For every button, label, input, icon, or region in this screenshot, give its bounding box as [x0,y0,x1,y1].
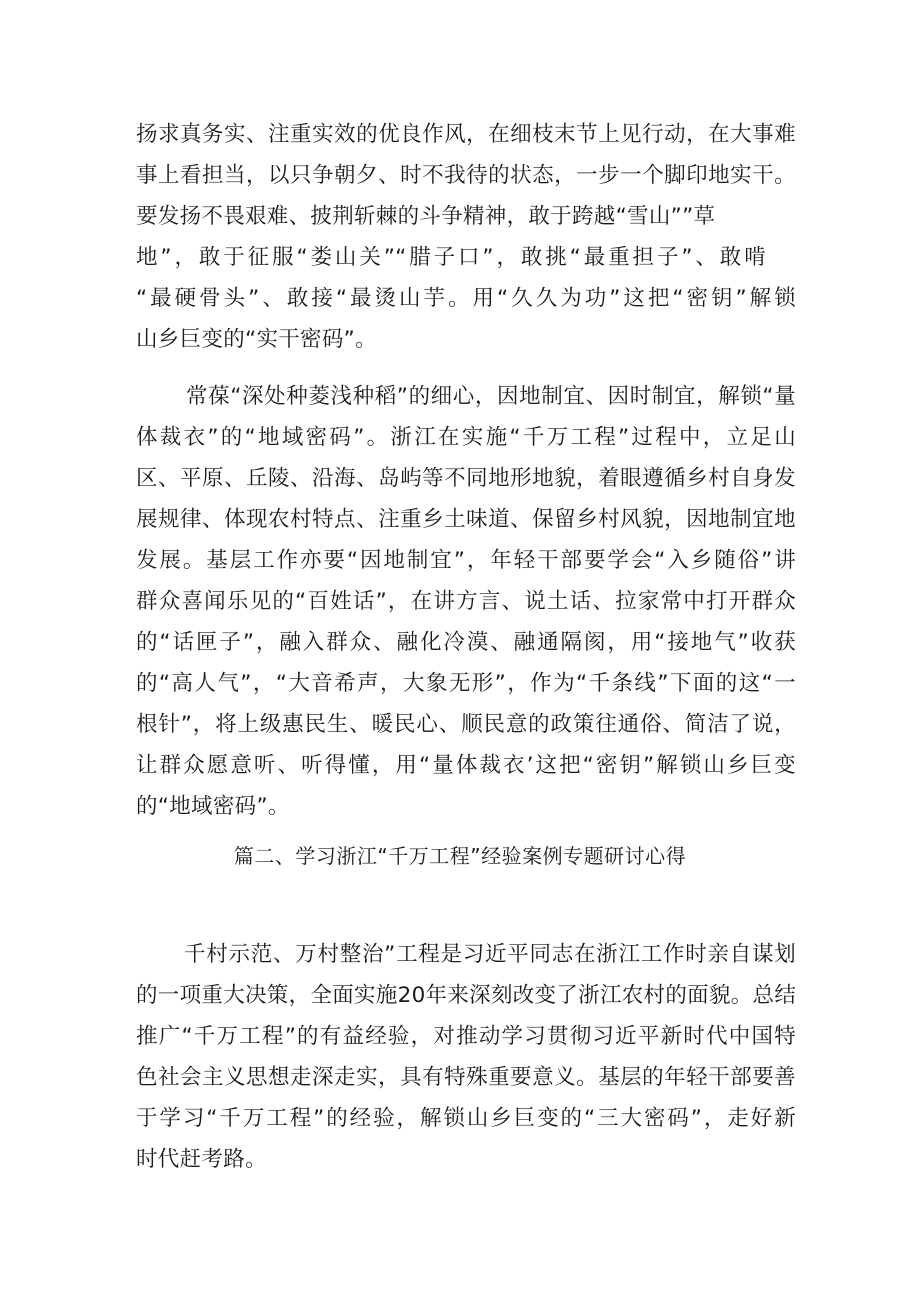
text-line: 发展。基层工作亦要“因地制宜”，年轻干部要学会“入乡随俗”讲 [136,548,796,573]
text-line: 事上看担当，以只争朝夕、时不我待的状态，一步一个脚印地实干。 [136,163,796,188]
text-line: 时代赶考路。 [136,1147,267,1172]
text-line: 色社会主义思想走深走实，具有特殊重要意义。基层的年轻干部要善 [136,1065,796,1090]
text-line: 的“高人气”，“大音希声，大象无形”，作为“千条线”下面的这“一 [136,671,796,696]
text-line: 要发扬不畏艰难、披荆斩棘的斗争精神，敢于跨越“雪山””草 [136,204,716,229]
section-heading: 篇二、学习浙江“千万工程”经验案例专题研讨心得 [233,844,687,868]
text-line: 展规律、体现农村特点、注重乡土味道、保留乡村风貌，因地制宜地 [136,507,796,532]
text-line: 推广“千万工程”的有益经验，对推动学习贯彻习近平新时代中国特 [136,1024,796,1049]
text-line: 群众喜闻乐见的“百姓话”，在讲方言、说土话、拉家常中打开群众 [136,589,796,614]
text-line: 扬求真务实、注重实效的优良作风，在细枝末节上见行动，在大事难 [136,122,796,147]
text-line: 山乡巨变的“实干密码”。 [136,327,377,352]
text-line: 根针”，将上级惠民生、暖民心、顺民意的政策往通俗、简洁了说， [136,712,796,737]
text-line: 的“话匣子”，融入群众、融化冷漠、融通隔阂，用“接地气”收获 [136,630,796,655]
text-line: 体裁衣”的“地域密码”。浙江在实施“千万工程”过程中，立足山 [136,425,796,450]
text-line: 区、平原、丘陵、沿海、岛屿等不同地形地貌，着眼遵循乡村自身发 [136,466,796,491]
paragraph-shigan-code [136,114,796,360]
text-line: 的一项重大决策，全面实施20年来深刻改变了浙江农村的面貌。总结 [136,983,797,1008]
paragraph-intro-qianwan [136,934,796,1180]
text-line: 地”，敢于征服“娄山关”“腊子口”，敢挑“最重担子”、敢啃 [136,245,766,270]
text-line: “最硬骨头”、敢接“最烫山芋。用“久久为功”这把“密钥”解锁 [136,286,796,311]
text-line: 常葆“深处种菱浅种稻”的细心，因地制宜、因时制宜，解锁“量 [186,384,796,409]
text-line: 千村示范、万村整治”工程是习近平同志在浙江工作时亲自谋划 [184,942,796,967]
text-line: 让群众愿意听、听得懂，用“量体裁衣’这把“密钥”解锁山乡巨变 [136,753,796,778]
text-line: 于学习“千万工程”的经验，解锁山乡巨变的“三大密码”，走好新 [136,1106,796,1131]
paragraph-diyu-code [136,376,796,827]
text-line: 的“地域密码”。 [136,794,290,819]
